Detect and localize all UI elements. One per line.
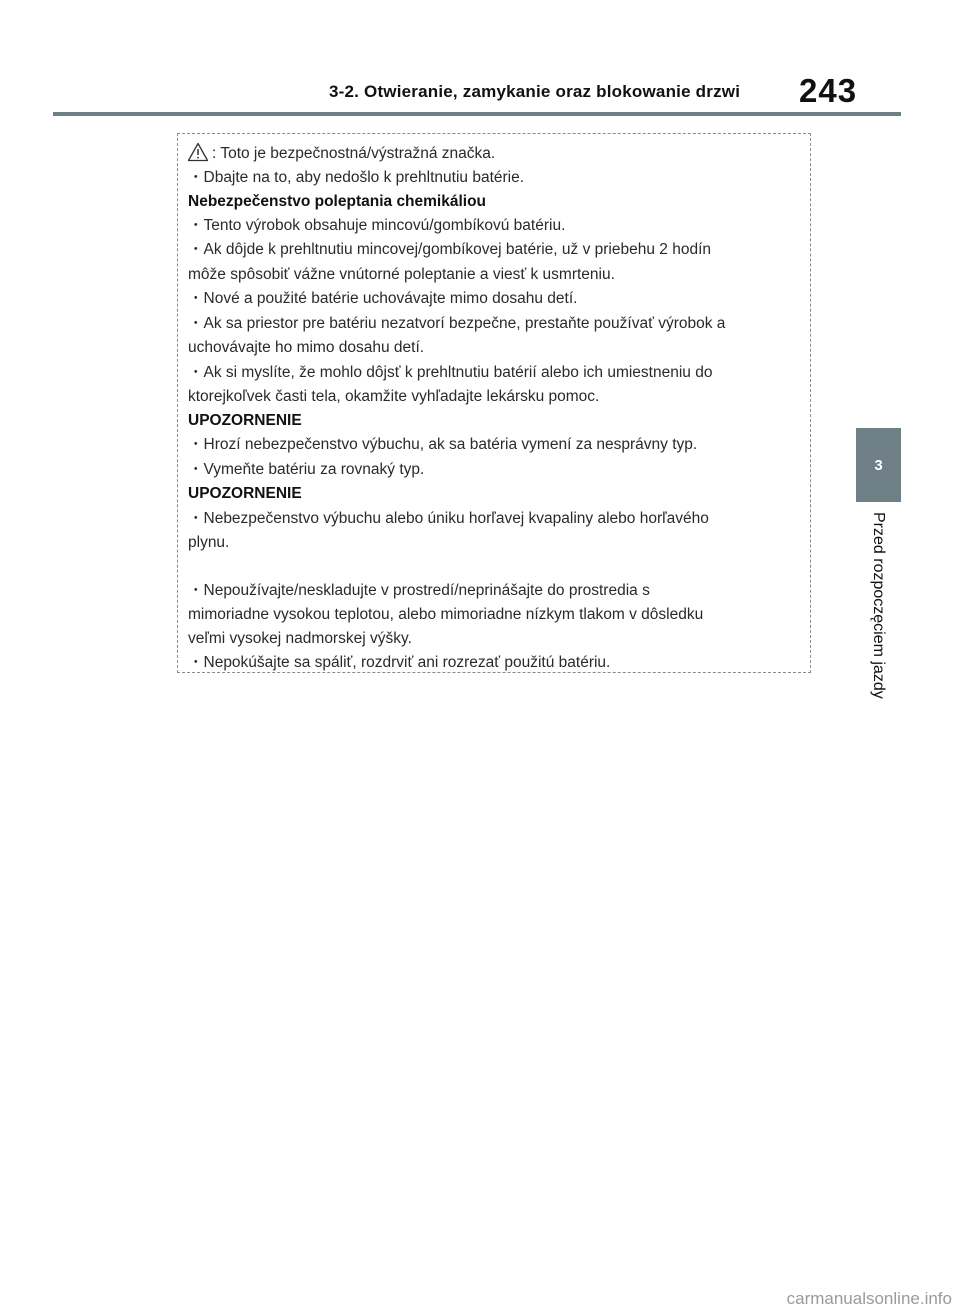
notice-line: ・Nové a použité batérie uchovávajte mimo dosahu detí. bbox=[188, 290, 578, 307]
notice-line: ・Hrozí nebezpečenstvo výbuchu, ak sa batéria vymení za nesprávny typ. bbox=[188, 436, 698, 453]
notice-line: ・Nebezpečenstvo výbuchu alebo úniku horľavej kvapaliny alebo horľavého bbox=[188, 510, 709, 527]
warning-triangle-icon bbox=[187, 142, 209, 162]
page-number: 243 bbox=[799, 72, 858, 109]
chapter-label: Przed rozpoczęciem jazdy bbox=[870, 512, 887, 699]
notice-heading: UPOZORNENIE bbox=[188, 485, 302, 502]
notice-line: ・Ak dôjde k prehltnutiu mincovej/gombíkovej batérie, už v priebehu 2 hodín bbox=[188, 241, 711, 258]
footer-watermark[interactable]: carmanualsonline.info bbox=[786, 1289, 952, 1308]
notice-line: plynu. bbox=[188, 534, 230, 551]
notice-line: ・Ak si myslíte, že mohlo dôjsť k prehltnutiu batérií alebo ich umiestneniu do bbox=[188, 364, 713, 381]
notice-heading: UPOZORNENIE bbox=[188, 412, 302, 429]
chapter-tab[interactable] bbox=[856, 428, 901, 502]
header-divider bbox=[53, 112, 901, 116]
notice-line: ・Nepoužívajte/neskladujte v prostredí/neprinášajte do prostredia s bbox=[188, 582, 650, 599]
notice-symbol-text: : Toto je bezpečnostná/výstražná značka. bbox=[212, 145, 496, 162]
notice-line: uchovávajte ho mimo dosahu detí. bbox=[188, 339, 425, 356]
notice-line: mimoriadne vysokou teplotou, alebo mimoriadne nízkym tlakom v dôsledku bbox=[188, 606, 704, 623]
section-title: 3-2. Otwieranie, zamykanie oraz blokowanie drzwi bbox=[329, 82, 741, 101]
notice-line: ・Vymeňte batériu za rovnaký typ. bbox=[188, 461, 425, 478]
notice-line: veľmi vysokej nadmorskej výšky. bbox=[188, 630, 412, 647]
notice-line: ・Nepokúšajte sa spáliť, rozdrviť ani rozrezať použitú batériu. bbox=[188, 654, 611, 671]
notice-line: ・Tento výrobok obsahuje mincovú/gombíkovú batériu. bbox=[188, 217, 566, 234]
notice-line: môže spôsobiť vážne vnútorné poleptanie a viesť k usmrteniu. bbox=[188, 266, 615, 283]
notice-line: ・Dbajte na to, aby nedošlo k prehltnutiu batérie. bbox=[188, 169, 525, 186]
notice-heading: Nebezpečenstvo poleptania chemikáliou bbox=[188, 193, 487, 210]
notice-line: ・Ak sa priestor pre batériu nezatvorí bezpečne, prestaňte používať výrobok a bbox=[188, 315, 726, 332]
chapter-number: 3 bbox=[874, 456, 883, 474]
notice-line: ktorejkoľvek časti tela, okamžite vyhľadajte lekársku pomoc. bbox=[188, 388, 600, 405]
